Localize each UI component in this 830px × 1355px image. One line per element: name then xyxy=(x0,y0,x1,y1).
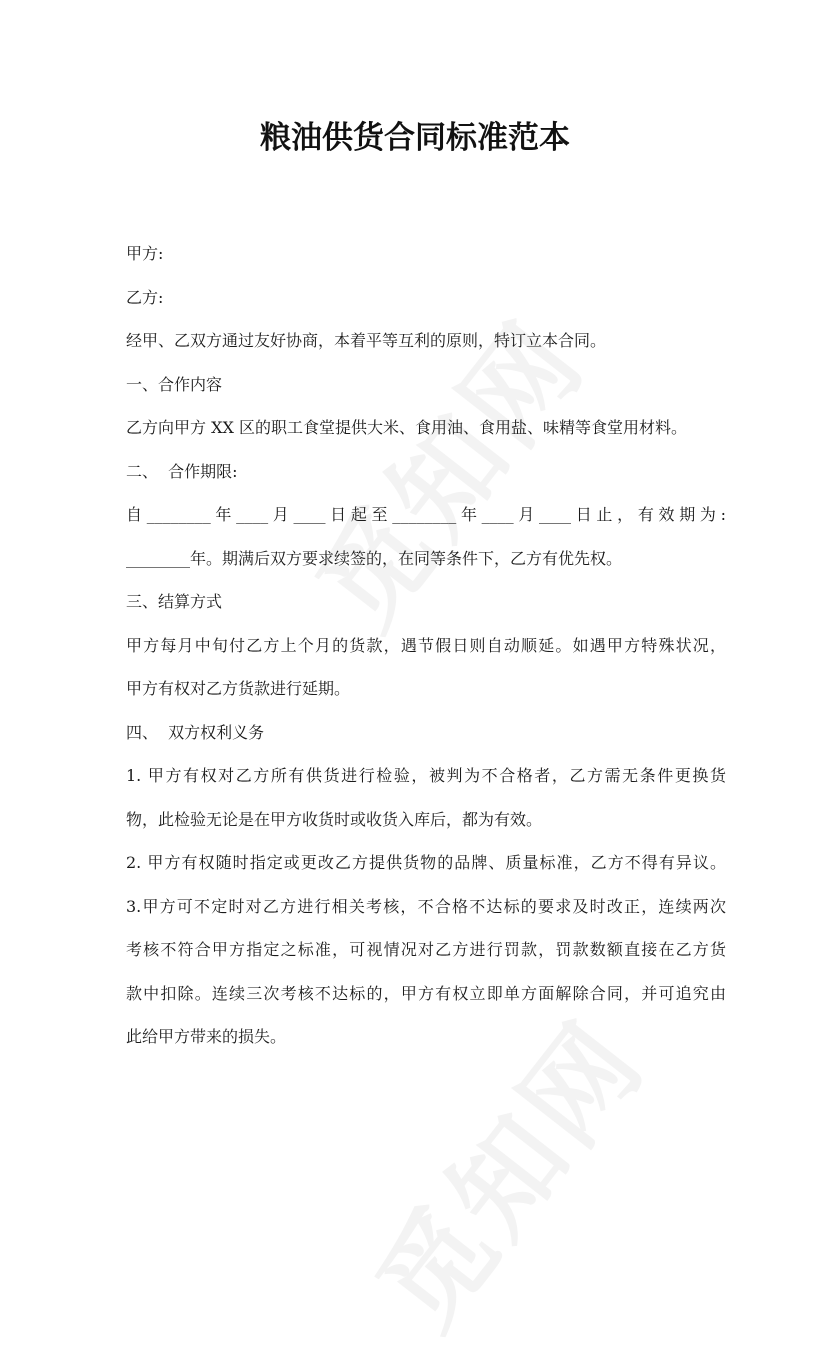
settlement-line: 甲方每月中旬付乙方上个月的货款，遇节假日则自动顺延。如遇甲方特殊状况， xyxy=(126,635,726,655)
rights-clause-line: 考核不符合甲方指定之标准，可视情况对乙方进行罚款，罚款数额直接在乙方货 xyxy=(126,940,726,959)
section-heading-cooperation: 一、合作内容 xyxy=(126,374,223,394)
rights-clause-line: 2. 甲方有权随时指定或更改乙方提供货物的品牌、质量标准，乙方不得有异议。 xyxy=(126,853,726,872)
document-body xyxy=(126,232,726,1059)
document-title: 粮油供货合同标准范本 xyxy=(260,120,570,156)
preamble-line: 经甲、乙双方通过友好协商，本着平等互利的原则，特订立本合同。 xyxy=(126,331,607,350)
section-heading-settlement: 三、结算方式 xyxy=(126,592,223,611)
settlement-line: 甲方有权对乙方货款进行延期。 xyxy=(126,679,351,698)
cooperation-content-line: 乙方向甲方 XX 区的职工食堂提供大米、食用油、食用盐、味精等食堂用材料。 xyxy=(126,418,687,437)
rights-clause-line: 1. 甲方有权对乙方所有供货进行检验，被判为不合格者，乙方需无条件更换货 xyxy=(126,766,726,785)
party-b-line: 乙方: xyxy=(126,287,164,307)
term-line: 自________年____月____日起至________年____月____日止，有效期为: xyxy=(126,505,726,524)
party-a-line: 甲方: xyxy=(126,244,164,263)
rights-clause-line: 3.甲方可不定时对乙方进行相关考核，不合格不达标的要求及时改正，连续两次 xyxy=(126,896,726,916)
term-line: ________年。期满后双方要求续签的，在同等条件下，乙方有优先权。 xyxy=(126,548,623,568)
section-heading-rights: 四、 双方权利义务 xyxy=(126,722,265,742)
rights-clause-line: 物，此检验无论是在甲方收货时或收货入库后，都为有效。 xyxy=(126,809,543,829)
section-heading-term: 二、 合作期限: xyxy=(126,461,238,481)
rights-clause-line: 款中扣除。连续三次考核不达标的，甲方有权立即单方面解除合同，并可追究由 xyxy=(126,983,726,1003)
rights-clause-line: 此给甲方带来的损失。 xyxy=(126,1027,287,1046)
